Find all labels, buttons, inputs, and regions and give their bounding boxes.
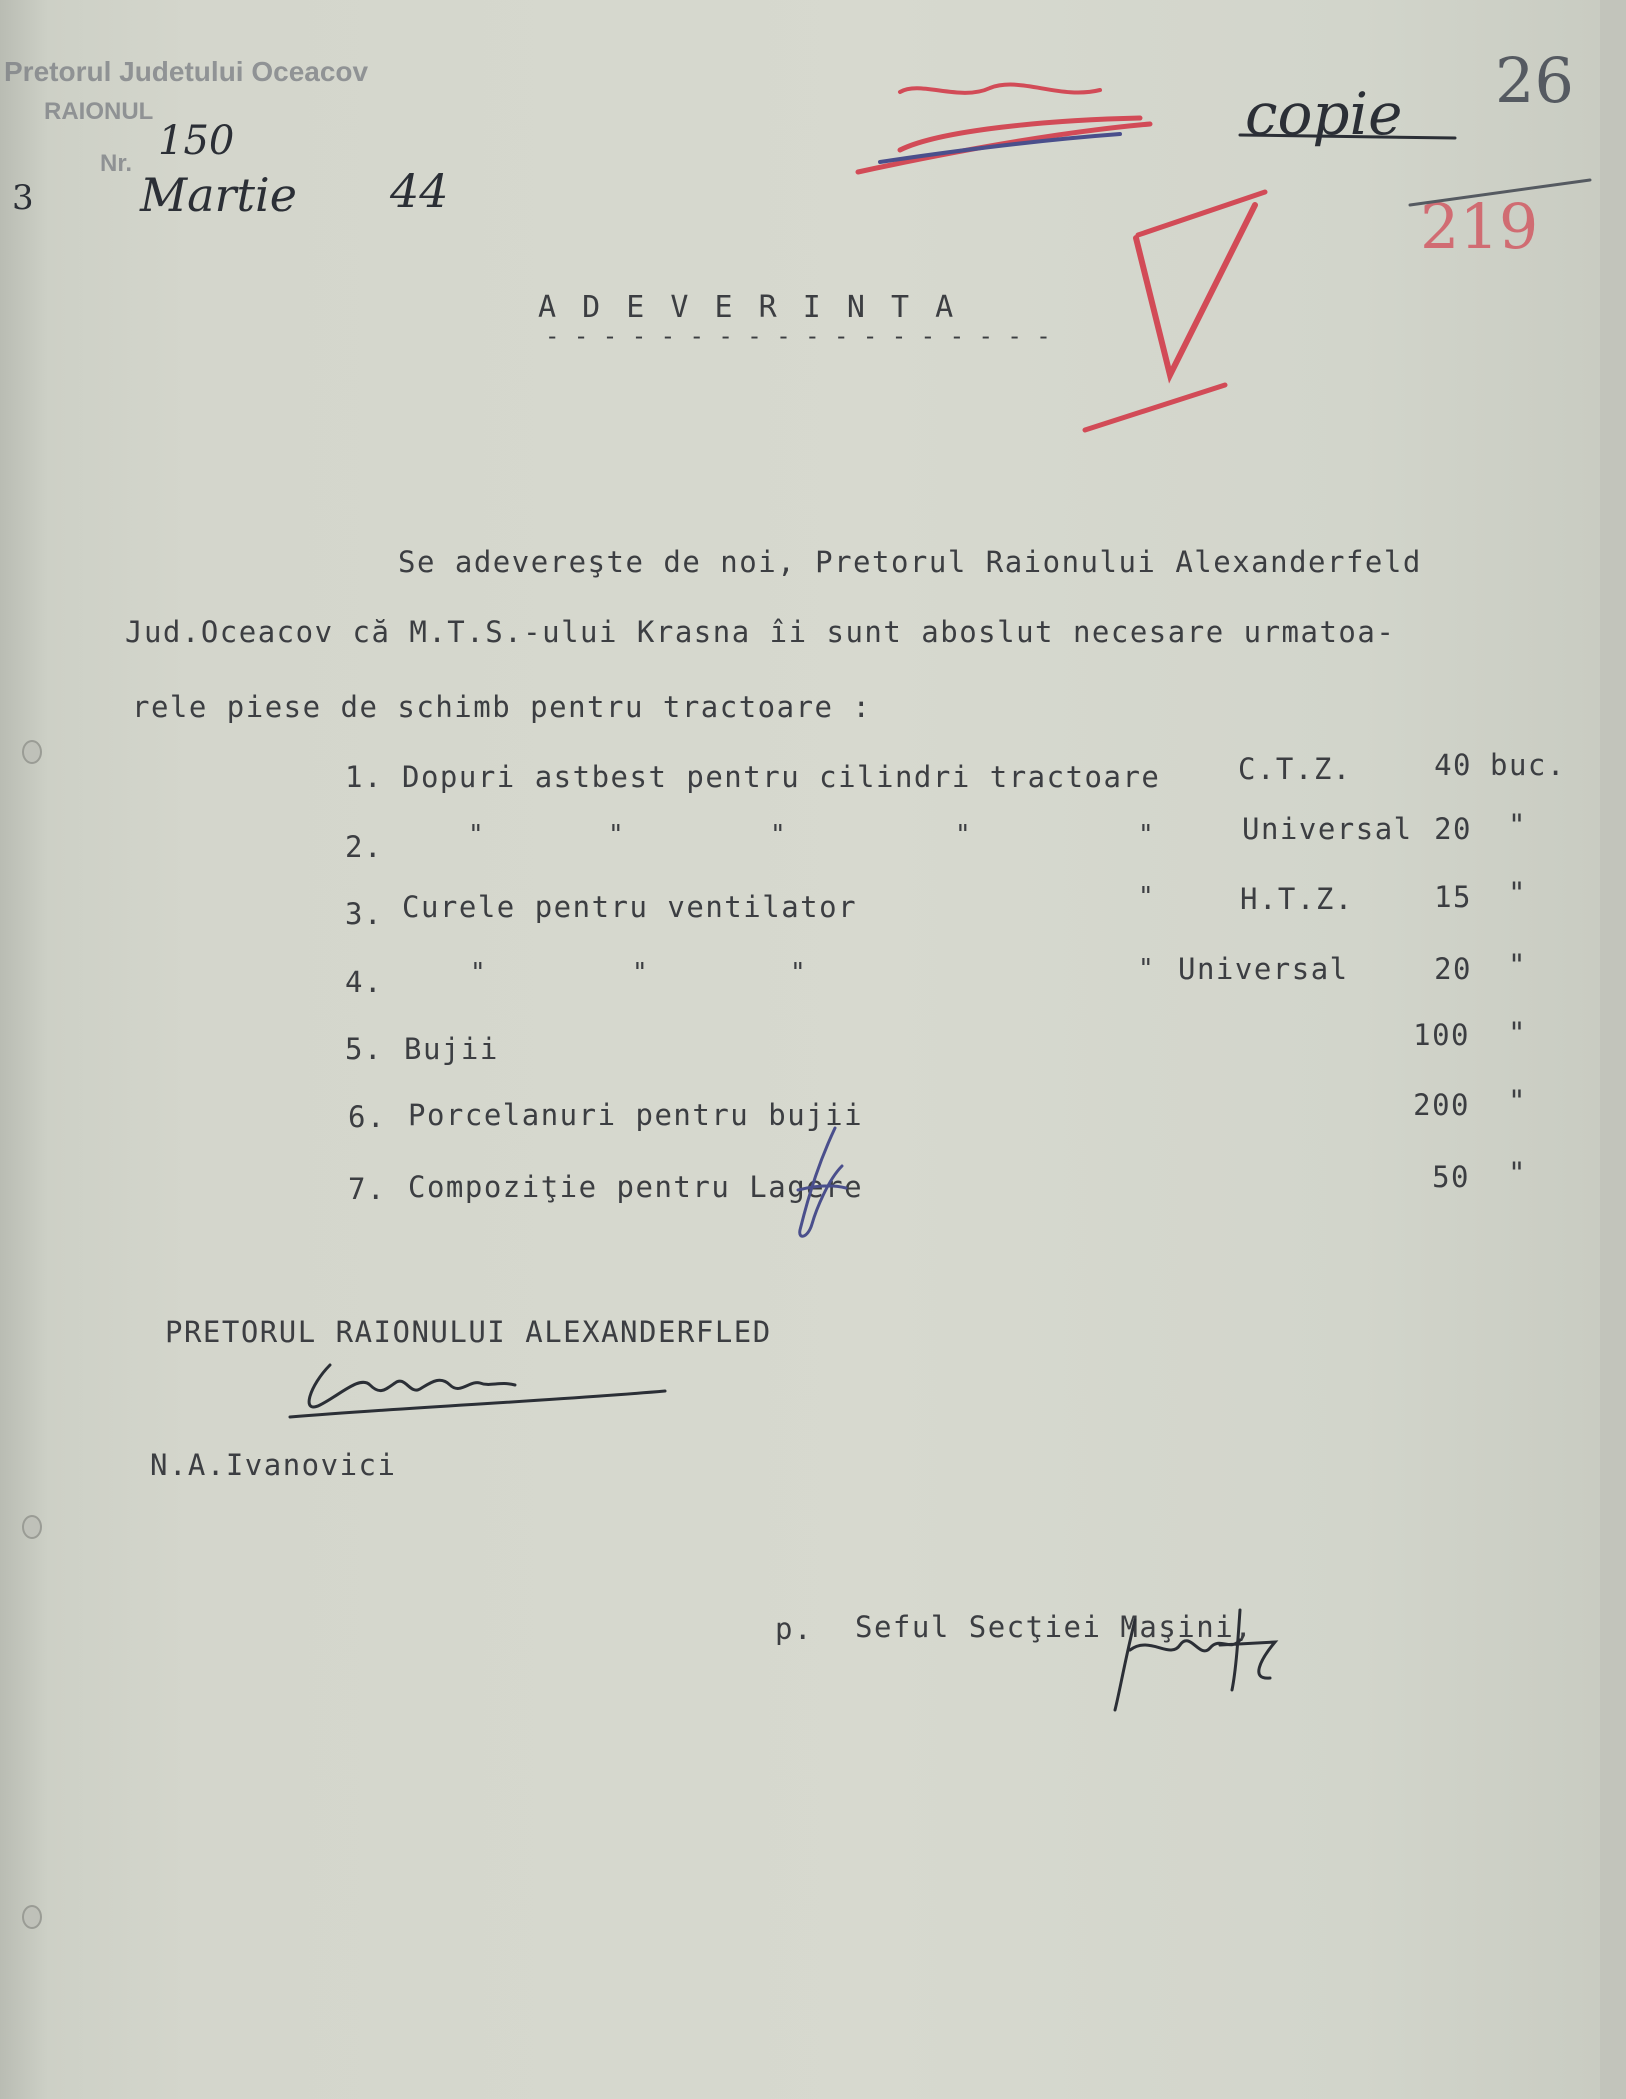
item-quantity: 20 <box>1434 812 1472 846</box>
item-number: 2. <box>345 830 383 864</box>
binding-hole <box>22 1515 42 1539</box>
strike-line <box>1410 180 1590 205</box>
stamp-nr-label: Nr. <box>100 150 133 177</box>
item-quantity: 20 <box>1434 952 1472 986</box>
red-pencil-line <box>1085 385 1225 430</box>
binding-hole <box>22 1905 42 1929</box>
signatory-name: N.A.Ivanovici <box>150 1448 397 1482</box>
item-number: 4. <box>345 965 383 999</box>
item-number: 6. <box>348 1100 386 1134</box>
item-unit: " <box>1508 1156 1527 1190</box>
copie-label: copie <box>1245 80 1403 148</box>
item-unit: " <box>1508 876 1527 910</box>
item-unit: " <box>1508 808 1527 842</box>
item-description: Compoziţie pentru Lagere <box>408 1170 864 1204</box>
section-head-title: Seful Secţiei Maşini, <box>855 1610 1254 1644</box>
copie-underline <box>1240 135 1455 138</box>
item-number: 1. <box>345 760 383 794</box>
signatory-title: PRETORUL RAIONULUI ALEXANDERFLED <box>165 1315 772 1349</box>
item-type: Universal <box>1242 812 1413 846</box>
item-quantity: 200 <box>1413 1088 1470 1122</box>
scribble-strike <box>900 85 1100 93</box>
ditto-mark: " <box>770 820 788 850</box>
item-description: Bujii <box>404 1032 499 1066</box>
date-day: 3 <box>12 178 34 218</box>
item-description: Porcelanuri pentru bujii <box>408 1098 864 1132</box>
stamp-raion: RAIONUL <box>44 98 154 125</box>
body-line-2: Jud.Oceacov că M.T.S.-ului Krasna îi sunt aboslut necesare urmatoa- <box>125 615 1396 649</box>
binding-hole <box>22 740 42 764</box>
item-description: Curele pentru ventilator <box>402 890 858 924</box>
document-title: A D E V E R I N T A <box>538 290 958 325</box>
pencil-marks <box>0 0 1600 460</box>
item-unit: " <box>1508 948 1527 982</box>
ditto-mark: " <box>470 958 488 988</box>
item-quantity: 15 <box>1434 880 1472 914</box>
ditto-mark: " <box>955 820 973 850</box>
item-type: H.T.Z. <box>1240 882 1354 916</box>
signature-ivanovici <box>290 1345 680 1425</box>
item-type: Universal <box>1178 952 1349 986</box>
ditto-mark: " <box>468 820 486 850</box>
item-description: Dopuri astbest pentru cilindri tractoare <box>402 760 1161 794</box>
item-unit: " <box>1508 1084 1527 1118</box>
struck-folio-number: 219 <box>1420 190 1539 263</box>
item-quantity: 40 <box>1434 748 1472 782</box>
date-month: Martie <box>140 168 297 222</box>
item-number: 7. <box>348 1172 386 1206</box>
ditto-mark: " <box>608 820 626 850</box>
signature-prefix: p. <box>775 1612 813 1646</box>
item-type: C.T.Z. <box>1238 752 1352 786</box>
item-quantity: 100 <box>1413 1018 1470 1052</box>
item-quantity: 50 <box>1432 1160 1470 1194</box>
item-unit: buc. <box>1490 748 1566 782</box>
folio-number: 26 <box>1495 44 1574 117</box>
date-year: 44 <box>390 164 449 218</box>
signature-section-head <box>1060 1590 1310 1730</box>
stamp-institution: Pretorul Judetului Oceacov <box>4 56 369 87</box>
ditto-mark: " <box>1138 820 1156 850</box>
ditto-mark: " <box>790 958 808 988</box>
ditto-mark: " <box>1138 954 1156 984</box>
body-line-3: rele piese de schimb pentru tractoare : <box>132 690 872 724</box>
body-line-1: Se adevereşte de noi, Pretorul Raionului Alexanderfeld <box>398 545 1422 579</box>
ditto-mark: " <box>632 958 650 988</box>
item-unit: " <box>1508 1016 1527 1050</box>
registration-number: 150 <box>158 118 235 164</box>
paper-edge <box>1600 0 1626 2099</box>
blue-ink-initials <box>780 1120 860 1250</box>
item-number: 3. <box>345 897 383 931</box>
item-number: 5. <box>345 1032 383 1066</box>
ditto-mark: " <box>1138 882 1156 912</box>
title-underline: - - - - - - - - - - - - - - - - - - <box>545 322 1051 350</box>
scribble-strike <box>880 134 1120 162</box>
